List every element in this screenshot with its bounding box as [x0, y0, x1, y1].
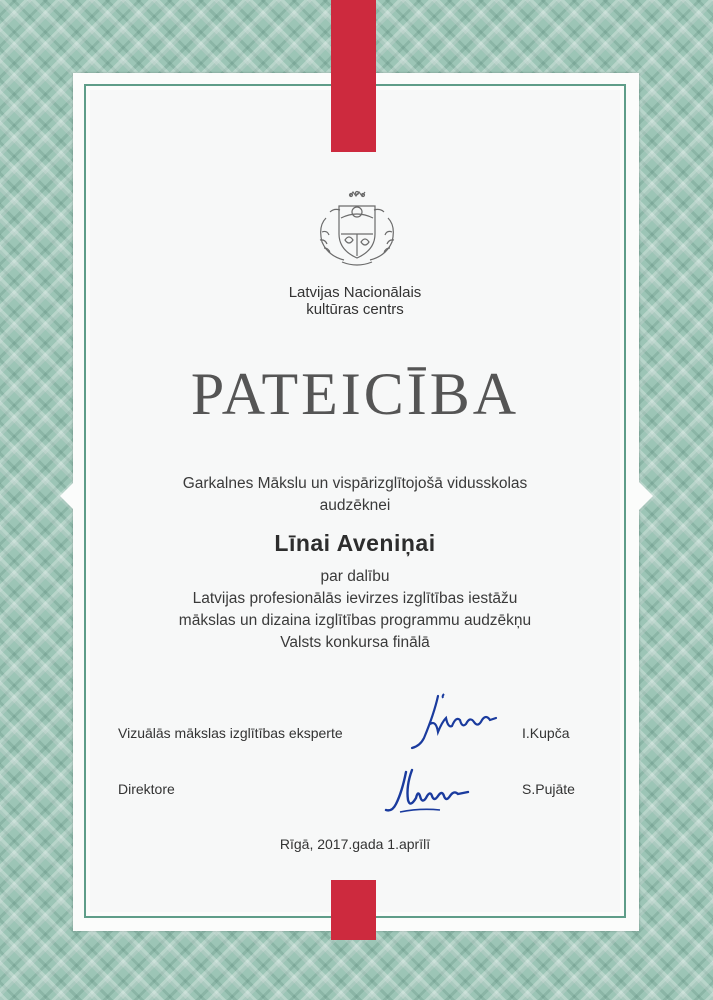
contribution-line-3: mākslas un dizaina izglītības programmu audzēkņu	[178, 612, 532, 629]
organization-name	[90, 284, 620, 318]
certificate-title: PATEICĪBA	[190, 361, 520, 427]
signer-role-expert: Vizuālās mākslas izglītības eksperte	[118, 725, 343, 741]
signer-name-director: S.Pujāte	[522, 781, 575, 797]
contribution-line-4: Valsts konkursa finālā	[280, 634, 430, 651]
recipient-name: Līnai Aveniņai	[274, 530, 436, 556]
school-line-1: Garkalnes Mākslu un vispārizglītojošā vidusskolas	[182, 475, 528, 492]
ribbon-top	[331, 0, 376, 152]
organization-line-2: kultūras centrs	[306, 301, 404, 318]
signer-role-director: Direktore	[118, 781, 175, 797]
contribution-line-1: par dalību	[320, 568, 390, 585]
ribbon-bottom	[331, 880, 376, 940]
issue-date: Rīgā, 2017.gada 1.aprīlī	[279, 836, 431, 852]
contribution-line-2: Latvijas profesionālās ievirzes izglītības iestāžu	[192, 590, 518, 607]
school-text	[90, 473, 620, 517]
signature-expert	[408, 690, 518, 760]
school-line-2: audzēknei	[319, 497, 391, 514]
signer-name-expert: I.Kupča	[522, 725, 570, 741]
latvia-coat-of-arms-icon	[312, 188, 402, 270]
signature-director	[382, 762, 502, 822]
contribution-text	[90, 566, 620, 654]
organization-line-1: Latvijas Nacionālais	[288, 284, 422, 301]
